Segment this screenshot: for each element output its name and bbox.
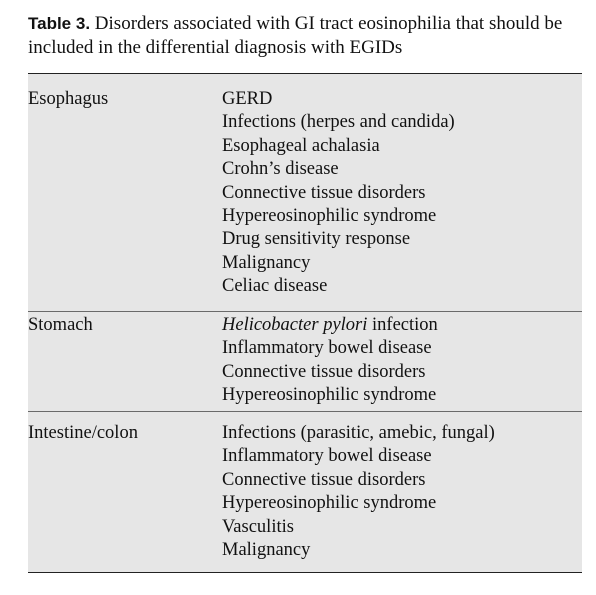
list-item: Inflammatory bowel disease [222,338,432,359]
disorder-suffix: infection [367,315,438,335]
table-row-esophagus [28,74,582,311]
disorder-list [222,314,438,408]
table-title: Disorders associated with GI tract eosinophilia that should be included in the differential diagnosis with EGIDs [28,13,563,58]
list-item: Malignancy [222,252,311,273]
list-item: Connective tissue disorders [222,469,426,490]
list-item: Vasculitis [222,516,294,537]
list-item: Connective tissue disorders [222,182,426,203]
list-item: Drug sensitivity response [222,229,411,250]
list-item: Connective tissue disorders [222,361,426,382]
list-item: Hypereosinophilic syndrome [222,385,437,406]
table-bottom-rule [28,572,582,573]
region-label: Intestine/colon [28,423,138,443]
list-item [222,314,438,337]
table-row-intestine-colon [28,412,582,572]
list-item: Crohn’s disease [222,159,339,180]
list-item: Malignancy [222,540,311,561]
list-item: Hypereosinophilic syndrome [222,493,437,514]
region-label: Esophagus [28,89,109,109]
organism-name: Helicobacter pylori [222,315,368,335]
region-label: Stomach [28,315,93,335]
table-label: Table 3. [28,14,91,33]
table-caption [28,12,588,60]
table-row-stomach [28,312,582,411]
list-item: Hypereosinophilic syndrome [222,206,437,227]
list-item: Infections (parasitic, amebic, fungal) [222,423,495,443]
list-item: Inflammatory bowel disease [222,446,432,467]
list-item: GERD [222,89,273,109]
list-item: Celiac disease [222,276,328,297]
list-item: Esophageal achalasia [222,135,380,156]
disorder-list [222,88,455,299]
list-item: Infections (herpes and candida) [222,112,455,133]
disorder-list [222,422,495,562]
